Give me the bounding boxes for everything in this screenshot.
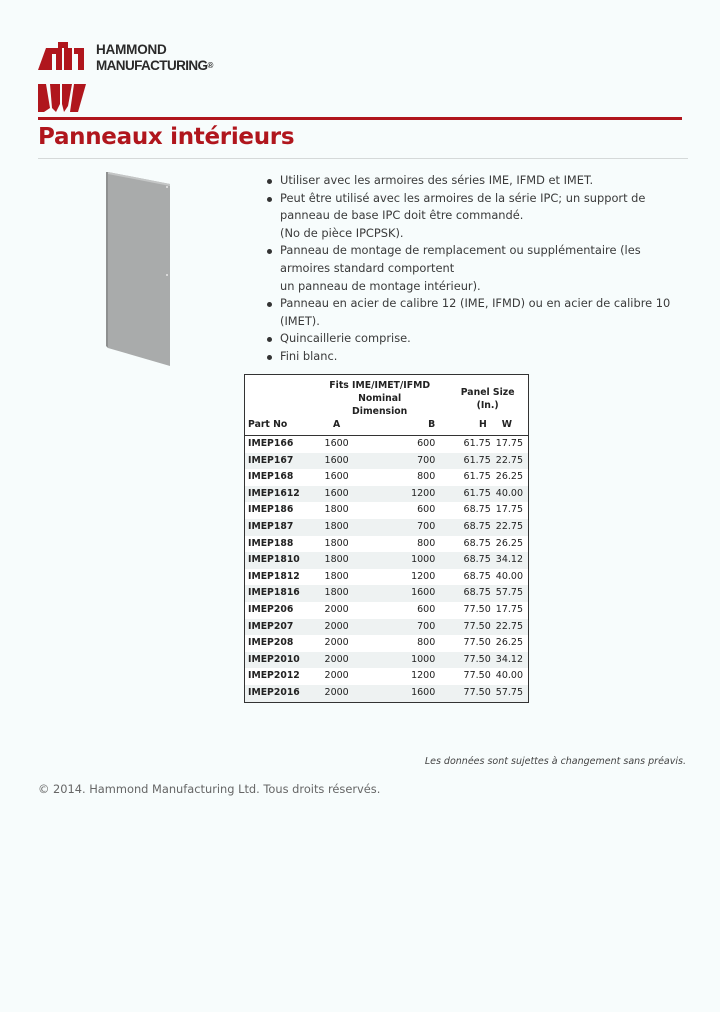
dim-a-cell: 1800 [324, 537, 349, 549]
part-no-cell: IMEP207 [245, 619, 312, 636]
dim-b-cell: 600 [417, 438, 436, 449]
feature-line: (No de pièce IPCPSK). [280, 225, 404, 240]
height-cell: 77.50 [447, 685, 490, 702]
part-no-cell: IMEP2016 [245, 685, 312, 702]
width-cell: 22.75 [491, 519, 528, 536]
part-no-cell: IMEP208 [248, 637, 294, 649]
table-row [245, 668, 528, 685]
table-row [245, 685, 528, 702]
part-no-cell: IMEP166 [248, 438, 294, 449]
feature-line: Fini blanc. [280, 348, 338, 363]
interior-panel-image [104, 172, 176, 366]
table-row [245, 652, 528, 669]
part-no-cell: IMEP2012 [248, 670, 300, 682]
page-title: Panneaux intérieurs [38, 124, 295, 150]
feature-line: Panneau de montage de remplacement ou supplémentaire (les [280, 243, 641, 258]
brand-wordmark [96, 42, 213, 74]
feature-item [266, 190, 686, 243]
table-row [245, 585, 528, 602]
dim-b-cell: 700 [361, 453, 447, 470]
disclaimer-note: Les données sont sujettes à changement sans préavis. [424, 756, 686, 767]
part-no-cell: IMEP206 [248, 603, 294, 615]
width-cell: 17.75 [495, 504, 523, 516]
dim-a-cell: 2000 [312, 619, 361, 636]
table-subheader-row [245, 418, 528, 436]
dim-a-cell: 2000 [312, 652, 361, 669]
header-b: B [361, 418, 447, 436]
dim-a-cell: 2000 [324, 637, 349, 649]
dim-a-cell: 1800 [324, 504, 349, 516]
part-no-cell: IMEP167 [245, 453, 312, 470]
header-part-no: Part No [245, 418, 312, 436]
spec-table-body [245, 436, 528, 702]
dim-b-cell: 600 [417, 504, 436, 516]
header-red-rule [38, 117, 682, 120]
header-empty [245, 375, 312, 418]
width-cell: 57.75 [491, 685, 528, 702]
header-nominal-line1: Fits IME/IMET/IFMD Nominal [329, 380, 431, 404]
height-cell: 61.75 [463, 438, 491, 449]
dim-b-cell: 1600 [361, 585, 447, 602]
table-row [245, 469, 528, 486]
brand-line-manufacturing [96, 58, 213, 74]
dim-a-cell: 1800 [312, 519, 361, 536]
part-no-cell: IMEP1816 [245, 585, 312, 602]
brand-line-hammond: HAMMOND [96, 42, 167, 57]
table-row [245, 453, 528, 470]
feature-list [266, 172, 686, 366]
part-no-cell: IMEP188 [248, 537, 294, 549]
width-cell: 26.25 [495, 471, 523, 483]
spec-table [245, 375, 528, 702]
dim-a-cell: 2000 [324, 670, 349, 682]
dim-b-cell: 800 [417, 637, 436, 649]
table-row [245, 536, 528, 553]
height-cell: 77.50 [463, 637, 491, 649]
feature-line: Peut être utilisé avec les armoires de la série IPC; un support de [280, 190, 646, 205]
height-cell: 61.75 [447, 453, 490, 470]
width-cell: 26.25 [495, 637, 523, 649]
width-cell: 22.75 [491, 453, 528, 470]
height-cell: 68.75 [447, 519, 490, 536]
feature-item [266, 172, 686, 190]
dim-a-cell: 1800 [312, 552, 361, 569]
registered-mark: ® [207, 61, 213, 70]
height-cell: 68.75 [463, 570, 491, 582]
part-no-cell: IMEP186 [248, 504, 294, 516]
feature-item [266, 242, 686, 295]
table-row [245, 552, 528, 569]
feature-line: (IMET). [280, 313, 320, 328]
feature-line: Panneau en acier de calibre 12 (IME, IFMD) ou en acier de calibre 10 [280, 296, 671, 311]
table-row [245, 486, 528, 503]
part-no-cell: IMEP1812 [248, 570, 300, 582]
header-panel-size [447, 375, 528, 418]
feature-line: Utiliser avec les armoires des séries IME, IFMD et IMET. [280, 173, 594, 187]
width-cell: 40.00 [491, 486, 528, 503]
dim-a-cell: 2000 [312, 685, 361, 702]
width-cell: 34.12 [491, 652, 528, 669]
header-nominal-dimension [312, 375, 447, 418]
dim-b-cell: 700 [361, 519, 447, 536]
width-cell: 17.75 [495, 438, 523, 449]
part-no-cell: IMEP1810 [245, 552, 312, 569]
width-cell: 26.25 [495, 537, 523, 549]
table-row [245, 502, 528, 519]
header-h: H [447, 418, 490, 436]
feature-item [266, 295, 686, 330]
feature-line: Quincaillerie comprise. [280, 331, 411, 346]
feature-item [266, 330, 686, 348]
dim-b-cell: 800 [417, 471, 436, 483]
copyright-text: © 2014. Hammond Manufacturing Ltd. Tous droits réservés. [38, 782, 381, 796]
table-row [245, 436, 528, 453]
dim-a-cell: 1600 [324, 471, 349, 483]
header-panel-line1: Panel Size [460, 386, 515, 398]
part-no-cell: IMEP1612 [245, 486, 312, 503]
part-no-cell: IMEP2010 [245, 652, 312, 669]
header-a: A [312, 418, 361, 436]
brand-line-manufacturing-text: MANUFACTURING [96, 58, 208, 73]
table-row [245, 519, 528, 536]
width-cell: 34.12 [491, 552, 528, 569]
width-cell: 22.75 [491, 619, 528, 636]
height-cell: 68.75 [447, 585, 490, 602]
width-cell: 40.00 [495, 570, 523, 582]
width-cell: 40.00 [495, 670, 523, 682]
dim-a-cell: 1800 [324, 570, 349, 582]
height-cell: 61.75 [463, 471, 491, 483]
feature-line: un panneau de montage intérieur). [280, 278, 481, 293]
height-cell: 68.75 [463, 537, 491, 549]
dim-a-cell: 1600 [324, 438, 349, 449]
height-cell: 77.50 [447, 619, 490, 636]
part-no-cell: IMEP168 [248, 471, 294, 483]
header-panel-line2: (In.) [476, 399, 499, 411]
dim-a-cell: 1800 [312, 585, 361, 602]
dim-b-cell: 1200 [411, 670, 436, 682]
dim-a-cell: 2000 [324, 603, 349, 615]
height-cell: 61.75 [447, 486, 490, 503]
feature-line: panneau de base IPC doit être commandé. [280, 208, 524, 223]
dim-b-cell: 1600 [361, 685, 447, 702]
dim-b-cell: 1000 [361, 552, 447, 569]
height-cell: 68.75 [463, 504, 491, 516]
height-cell: 68.75 [447, 552, 490, 569]
table-row [245, 569, 528, 586]
width-cell: 57.75 [491, 585, 528, 602]
dim-a-cell: 1600 [312, 486, 361, 503]
height-cell: 77.50 [463, 670, 491, 682]
table-header-row [245, 375, 528, 418]
dim-b-cell: 1000 [361, 652, 447, 669]
feature-item [266, 348, 686, 366]
table-row [245, 602, 528, 619]
height-cell: 77.50 [447, 652, 490, 669]
table-row [245, 619, 528, 636]
spec-table-container [244, 374, 529, 703]
header-w: W [491, 418, 528, 436]
header-nominal-line2: Dimension [352, 406, 408, 417]
dim-b-cell: 1200 [361, 486, 447, 503]
title-divider [38, 158, 688, 159]
dim-b-cell: 1200 [411, 570, 436, 582]
hammond-logo [38, 42, 228, 114]
dim-b-cell: 600 [417, 603, 436, 615]
table-row [245, 635, 528, 652]
hammond-logo-mark-icon [38, 42, 88, 114]
dim-a-cell: 1600 [312, 453, 361, 470]
dim-b-cell: 800 [417, 537, 436, 549]
part-no-cell: IMEP187 [245, 519, 312, 536]
height-cell: 77.50 [463, 603, 491, 615]
dim-b-cell: 700 [361, 619, 447, 636]
feature-line: armoires standard comportent [280, 260, 455, 275]
width-cell: 17.75 [495, 603, 523, 615]
